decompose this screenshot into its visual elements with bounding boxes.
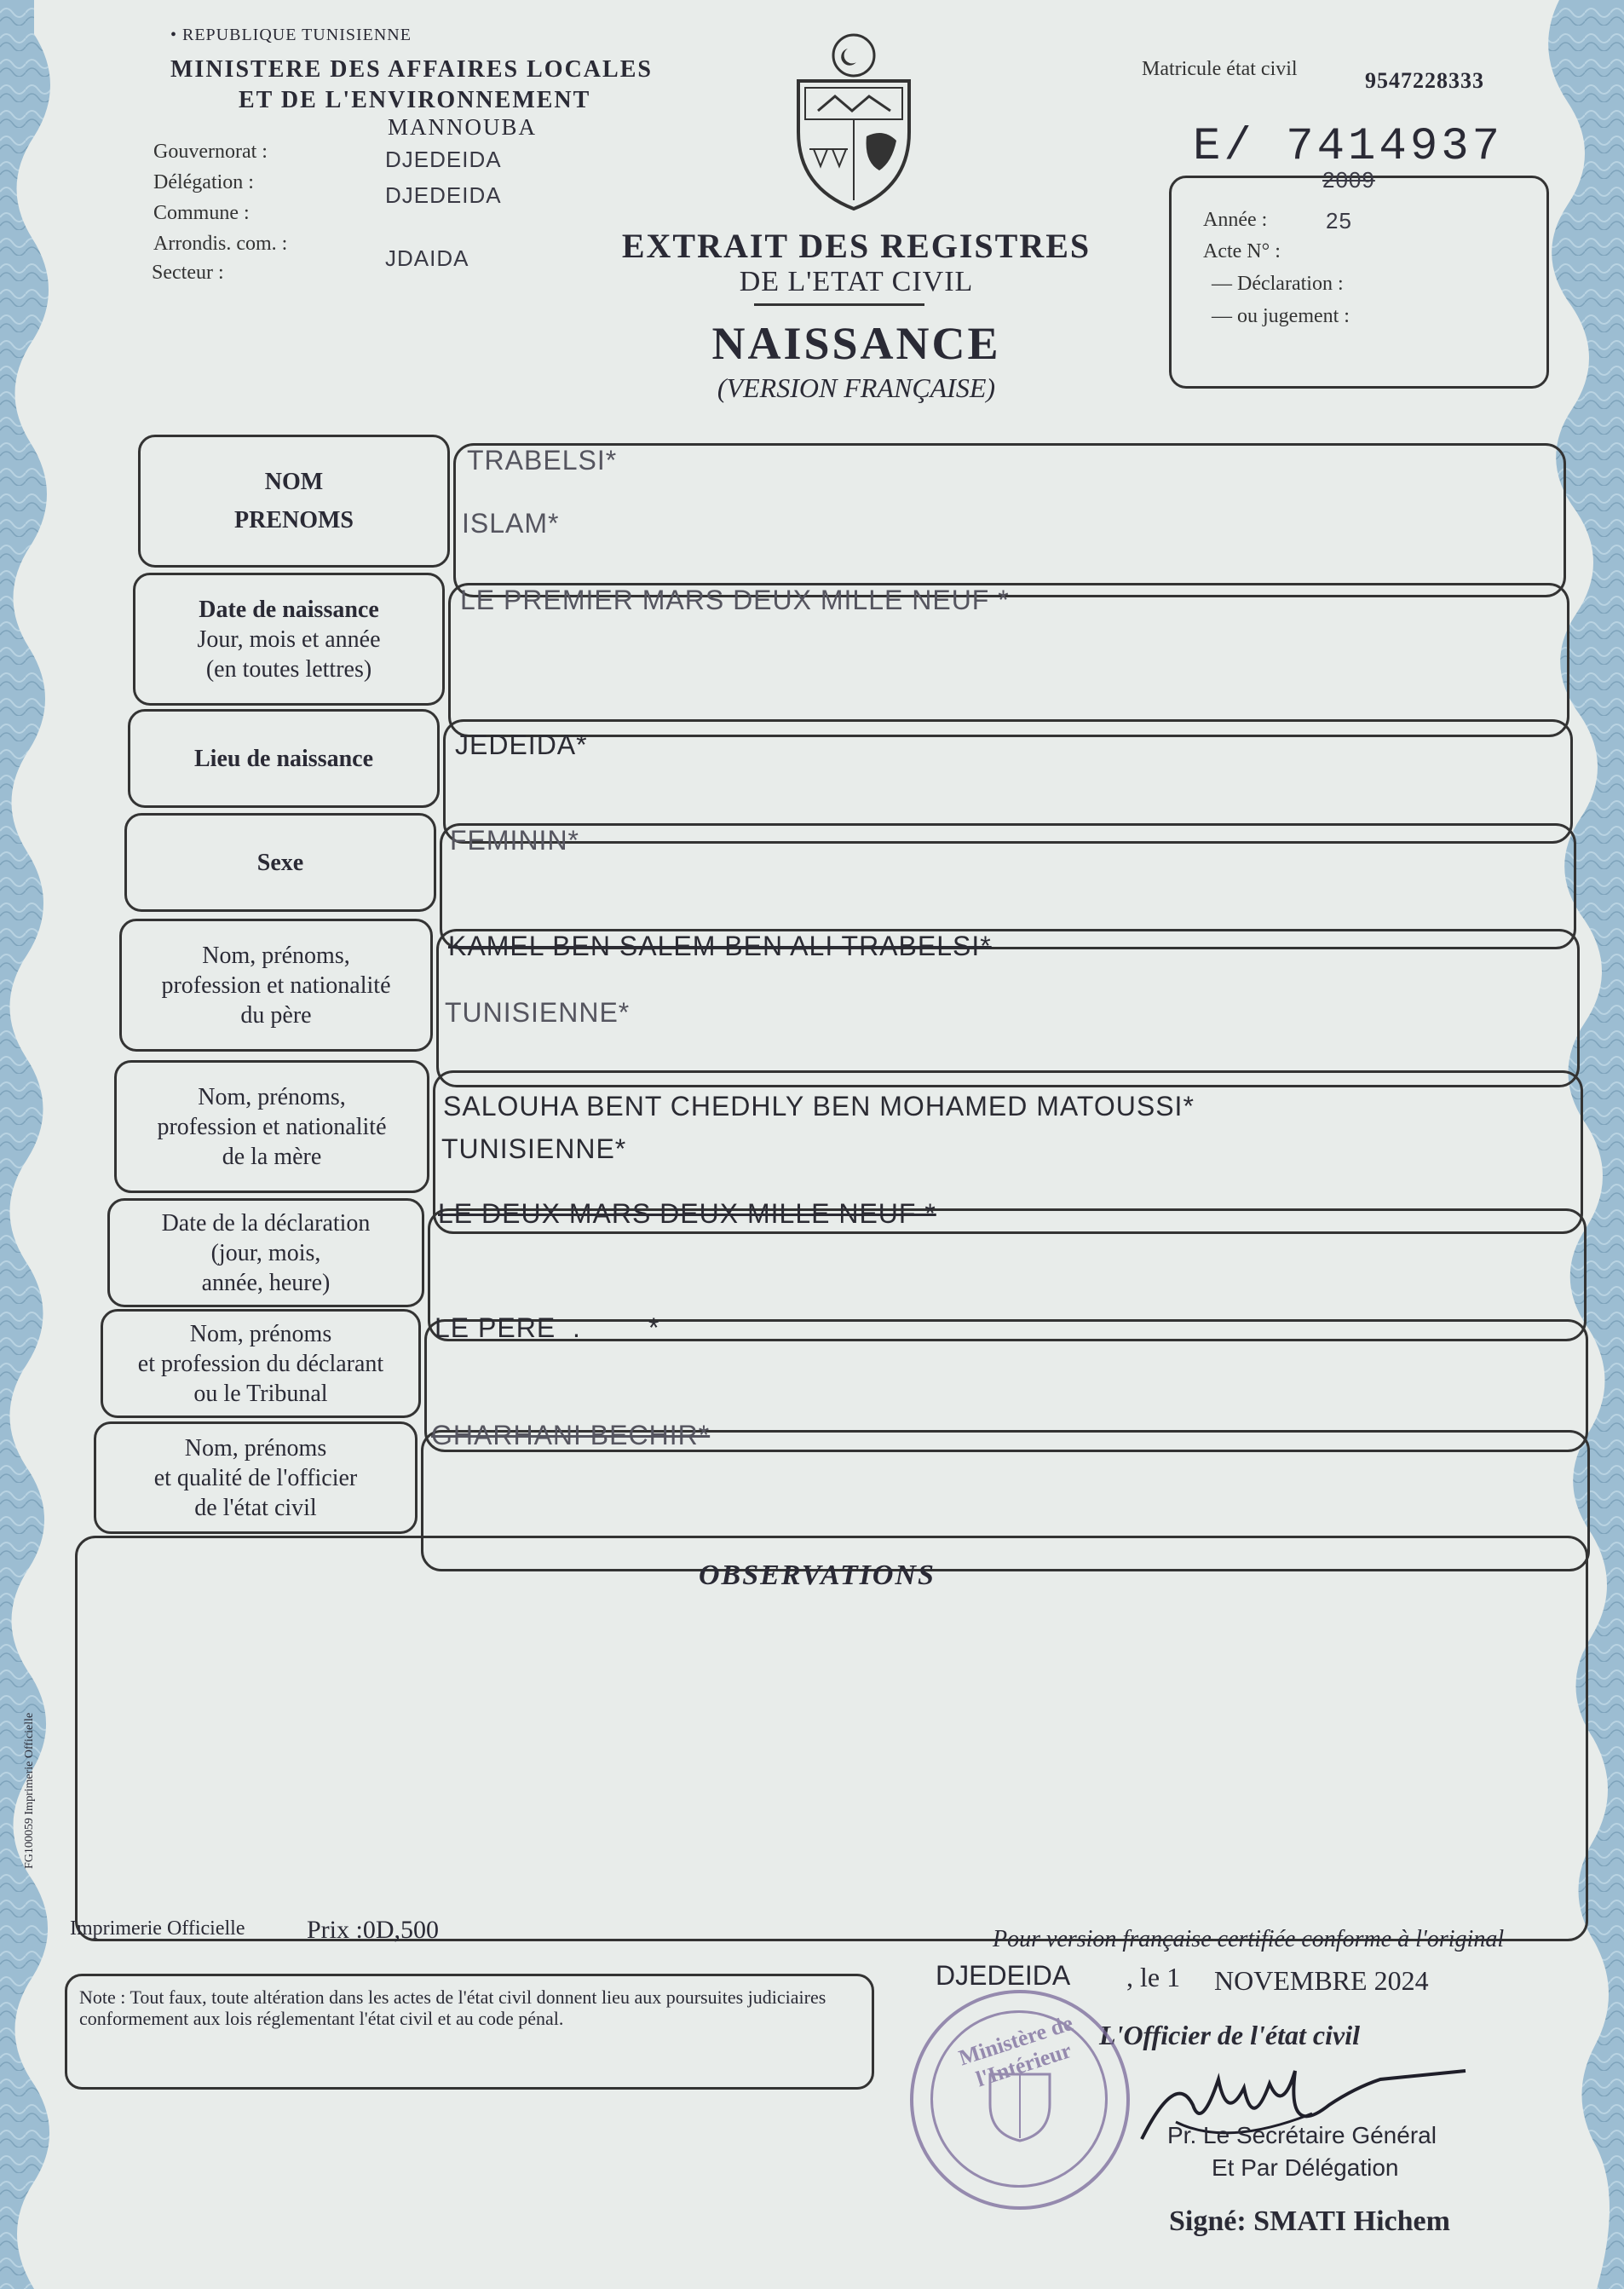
officier-title: L'Officier de l'état civil — [1099, 2020, 1360, 2050]
annee-label: Année : — [1203, 209, 1268, 231]
serial-number: E/ 7414937 — [1193, 121, 1504, 173]
declarant-label-line1: Nom, prénoms — [189, 1320, 332, 1347]
acte-value: 25 — [1326, 208, 1352, 234]
title-naissance: NAISSANCE — [711, 318, 1001, 369]
declaration-value: LE DEUX MARS DEUX MILLE NEUF * — [438, 1198, 936, 1229]
mere-label-line3: de la mère — [222, 1143, 322, 1170]
dob-sublabel1: Jour, mois et année — [197, 626, 381, 653]
nom-prenoms-value-box — [453, 443, 1566, 597]
lieu-label: Lieu de naissance — [193, 745, 374, 772]
decl-label-line2: (jour, mois, — [210, 1239, 321, 1266]
declarant-value: LE PERE . * — [435, 1312, 660, 1343]
arrondis-label: Arrondis. com. : — [153, 233, 288, 255]
pr-line1: Pr. Le Secrétaire Général — [1167, 2122, 1437, 2148]
officier-label-line3: de l'état civil — [194, 1494, 317, 1521]
pere-value-line1: KAMEL BEN SALEM BEN ALI TRABELSI* — [448, 931, 992, 961]
sexe-label-box — [124, 813, 436, 912]
imprimerie-label: Imprimerie Officielle — [70, 1917, 245, 1940]
commune-label: Commune : — [153, 202, 250, 224]
pere-value-line2: TUNISIENNE* — [445, 997, 631, 1028]
mere-value-line1: SALOUHA BENT CHEDHLY BEN MOHAMED MATOUSSI* — [443, 1091, 1195, 1121]
delegation-value: DJEDEIDA — [385, 182, 502, 208]
side-print-code: FG100059 Imprimerie Officielle — [23, 1712, 36, 1869]
declarant-label-line2: et profession du déclarant — [137, 1350, 384, 1377]
certifie-text: Pour version française certifiée conforme à l'original — [993, 1926, 1505, 1952]
lieu-value: JEDEIDA* — [455, 729, 588, 760]
title-underline — [754, 303, 924, 306]
signe-label: Signé: SMATI Hichem — [1169, 2205, 1450, 2237]
ministere-line1: MINISTERE DES AFFAIRES LOCALES — [170, 56, 653, 83]
note-box: Note : Tout faux, toute altération dans les actes de l'état civil donnent lieu aux poursuites judiciaires conformement aux lois réglementant l'état civil et au code pénal. — [65, 1974, 874, 2090]
pere-label-line3: du père — [240, 1001, 312, 1029]
nom-label: NOM — [264, 469, 324, 495]
mere-label-line2: profession et nationalité — [157, 1113, 387, 1140]
jugement-label: — ou jugement : — [1212, 305, 1350, 327]
officier-value: GHARHANI BECHIR* — [431, 1420, 711, 1450]
sexe-value: FEMININ* — [450, 825, 579, 856]
declarant-label-box — [101, 1309, 421, 1418]
lieu-label-box — [128, 709, 440, 808]
acte-label: Acte N° : — [1203, 240, 1281, 262]
lieu-date-place: DJEDEIDA — [936, 1960, 1071, 1991]
dob-label: Date de naissance — [199, 596, 379, 623]
dob-sublabel2: (en toutes lettres) — [205, 655, 372, 683]
declaration-label: — Déclaration : — [1212, 273, 1344, 295]
mere-label-line1: Nom, prénoms, — [198, 1083, 346, 1110]
gouvernorat-label: Gouvernorat : — [153, 141, 268, 163]
prenoms-value: ISLAM* — [462, 508, 560, 539]
coat-of-arms-icon — [788, 30, 920, 213]
mere-value-line2: TUNISIENNE* — [441, 1133, 627, 1164]
officier-label-box — [94, 1421, 418, 1534]
stamp-emblem-icon — [986, 2066, 1054, 2142]
secteur-label: Secteur : — [152, 262, 224, 284]
declarant-label-line3: ou le Tribunal — [193, 1380, 328, 1407]
region-label: MANNOUBA — [388, 114, 538, 140]
delegation-label: Délégation : — [153, 171, 254, 193]
matricule-label: Matricule état civil — [1142, 58, 1298, 80]
officier-label-line2: et qualité de l'officier — [153, 1464, 358, 1491]
sexe-label: Sexe — [256, 849, 304, 876]
pere-label-box — [119, 919, 433, 1052]
republique-label: • REPUBLIQUE TUNISIENNE — [170, 26, 412, 44]
lieu-date-month: NOVEMBRE 2024 — [1214, 1965, 1429, 1996]
observations-title: OBSERVATIONS — [699, 1560, 936, 1591]
title-version: (VERSION FRANÇAISE) — [717, 372, 996, 403]
decl-label-line1: Date de la déclaration — [161, 1209, 371, 1237]
decl-label-line3: année, heure) — [201, 1269, 331, 1296]
gouvernorat-value: DJEDEIDA — [385, 147, 502, 172]
matricule-value: 9547228333 — [1365, 68, 1484, 93]
dob-value: LE PREMIER MARS DEUX MILLE NEUF * — [460, 585, 1010, 615]
declaration-label-box — [107, 1198, 424, 1307]
official-stamp — [910, 1990, 1130, 2210]
dob-label-box — [133, 573, 445, 706]
title-line2: DE L'ETAT CIVIL — [739, 266, 974, 297]
ministere-line2: ET DE L'ENVIRONNEMENT — [239, 87, 591, 113]
annee-value: 2009 — [1322, 167, 1375, 193]
title-line1: EXTRAIT DES REGISTRES — [621, 227, 1091, 265]
arrondis-value: JDAIDA — [385, 245, 469, 271]
officier-label-line1: Nom, prénoms — [184, 1434, 327, 1462]
pere-label-line1: Nom, prénoms, — [202, 942, 350, 969]
nom-prenoms-label-box — [138, 435, 450, 568]
prix-label: Prix :0D,500 — [307, 1916, 440, 1944]
prenoms-label: PRENOMS — [234, 507, 354, 533]
pr-line2: Et Par Délégation — [1212, 2154, 1399, 2181]
mere-label-box — [114, 1060, 429, 1193]
stamp-text: Ministère de l'Intérieur — [955, 2010, 1076, 2092]
nom-value: TRABELSI* — [467, 445, 618, 476]
observations-box — [75, 1536, 1588, 1941]
pere-label-line2: profession et nationalité — [161, 972, 391, 999]
lieu-date-day: , le 1 — [1126, 1962, 1181, 1992]
